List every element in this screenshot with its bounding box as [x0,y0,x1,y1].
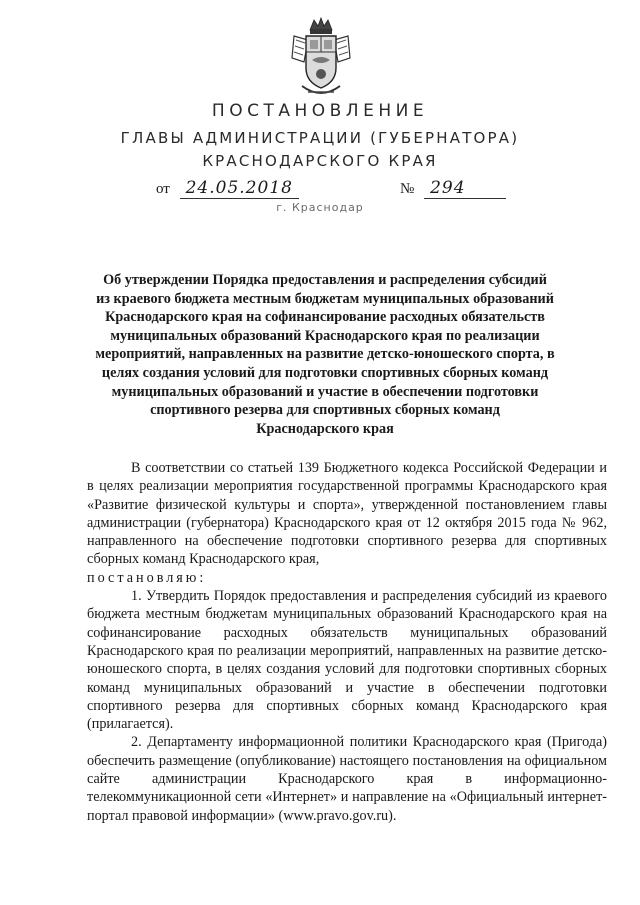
subject-line: муниципальных образований и участие в обеспечении подготовки [111,383,539,400]
decree-word: постановляю: [87,569,207,586]
document-date [156,178,299,199]
subject-line: Краснодарского края [256,420,394,437]
issuer-line-2: КРАСНОДАРСКОГО КРАЯ [202,152,438,170]
number-prefix: № [400,181,415,197]
subject-line: из краевого бюджета местным бюджетам муниципальных образований [96,290,554,307]
decree-body [87,459,607,825]
document-type-title: ПОСТАНОВЛЕНИЕ [211,101,429,121]
date-value: 24.05.2018 [180,178,299,199]
subject-line: целях создания условий для подготовки спортивных сборных команд [101,364,549,381]
item-paragraph-2: 2. Департаменту информационной политики Краснодарского края (Пригода) обеспечить размещение (опубликование) настоящего постановления на официальном сайте администрации Краснодарского края в информационно-телекоммуникационной сети «Интернет» и направление на «Официальный интернет-портал правовой информации» (www.pravo.gov.ru). [87,734,607,824]
coat-of-arms-emblem [290,16,352,102]
issuer-line-1: ГЛАВЫ АДМИНИСТРАЦИИ (ГУБЕРНАТОРА) [120,129,520,147]
issue-city: г. Краснодар [276,201,364,214]
subject-line: спортивного резерва для спортивных сборных команд [150,402,500,419]
preamble-paragraph: В соответствии со статьей 139 Бюджетного кодекса Российской Федерации и в целях реализации мероприятия государственной программы Краснодарского края «Развитие физической культуры и спорта», утвержденной постановлением главы администрации (губернатора) Краснодарского края от 12 октября 2015 года № 962, направленного на обеспечение подготовки спортивного резерва для спортивных сборных команд Краснодарского края, [87,460,607,568]
item-paragraph-1: 1. Утвердить Порядок предоставления и распределения субсидий из краевого бюджета местным бюджетам муниципальных образований Краснодарского края на софинансирование расходных обязательств муниципальных образований Краснодарского края по реализации мероприятий, направленных на развитие детско-юношеского спорта, в целях создания условий для подготовки спортивных сборных команд муниципальных образований и участие в обеспечении подготовки спортивного резерва для спортивных сборных команд Краснодарского края (прилагается). [87,588,607,733]
subject-line: Краснодарского края на софинансирование расходных обязательств [105,309,545,326]
subject-line: Об утверждении Порядка предоставления и распределения субсидий [103,272,547,288]
document-number [400,178,506,199]
decree-subject [80,271,570,438]
subject-line: муниципальных образований Краснодарского края по реализации [110,327,540,344]
date-prefix: от [156,181,170,197]
number-value: 294 [424,178,506,199]
subject-line: мероприятий, направленных на развитие детско-юношеского спорта, в [95,346,555,363]
